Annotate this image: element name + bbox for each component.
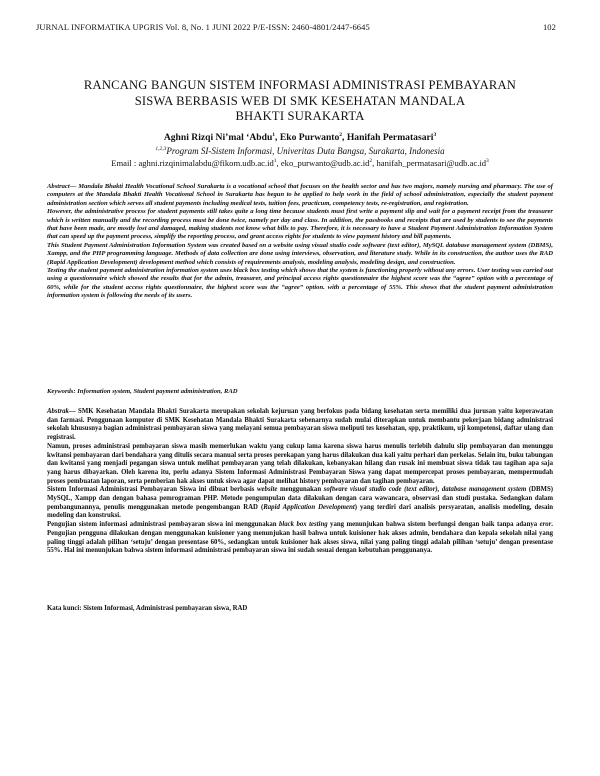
abstract-paragraph-4: Testing the student payment administration information system uses black box testing which shows that the system is functioning properly without any errors. User testing was carried out using a questionnaire which showed the results that for the admin, treasurer, and principal access rights questionnaire the highest score was the “agree” option with a percentage of 60%, while for the student access rights questionnaire, the highest score was the “agree” option. with a percentage of 55%. This shows that the student payment administration information system is following the needs of its users. <box>47 267 553 300</box>
email-1-mark: 1 <box>273 158 277 165</box>
abstrak-label: Abstrak <box>47 408 69 415</box>
title-line-1: RANCANG BANGUN SISTEM INFORMASI ADMINISTRASI PEMBAYARAN <box>83 78 517 92</box>
running-header <box>36 22 556 32</box>
abstrak-p4-e: . Pengujian pengguna dilakukan dengan menggunakan kuisioner yang menunjukan hasil bahwa untuk kuisioner hak akses admin, bendahara dan kepala sekolah nilai yang paling tinggi adalah pilihan ‘setuju’ dengan presentase 60%, sedangkan untuk kuisioner hak akses siswa, nilai yang paling tinggi adalah pilihan ‘setuju’ dengan presentase 55%. Hal ini menunjukan bahwa sistem informasi administrasi pembayaran siswa ini sudah sesuai dengan kebutuhan penggunanya. <box>47 521 553 555</box>
abstrak-p3-a: Sistem Informasi Administrasi Pembayaran Siswa ini dibuat berbasis <box>47 486 257 494</box>
abstrak-paragraph-4 <box>47 521 553 556</box>
abstrak-paragraph-1 <box>47 408 553 443</box>
abstrak-p4-c: yang menunjukan bahwa sistem berfungsi dengan baik tanpa adanya <box>327 521 540 529</box>
abstract-paragraph-2: However, the administrative process for student payments still takes quite a long time because students must first write a payment slip and wait for a payment receipt from the treasurer which is written manually and the recording process must be done twice, namely per day and class. In addition, the passbooks and receipts that are used by students to see the payments that have been made, are mostly lost and damaged, making students not know what bills to pay. Therefore, it is necessary to have a Student Payment Administration Information System that can speed up the payment process, simplify the reporting process, and grant access rights for students to view payment history and bill payments. <box>47 208 553 241</box>
paper-title <box>40 78 560 125</box>
abstrak-p4-d: eror <box>539 521 552 529</box>
abstrak-p4-b: black box testing <box>278 521 328 529</box>
email-line <box>40 158 560 168</box>
email-3-mark: 3 <box>486 158 489 165</box>
abstrak-p3-f: Rapid Application Development <box>263 503 355 511</box>
email-3: , hanifah_permatasari@udb.ac.id <box>372 158 487 168</box>
abstrak-p3-c: menggunakan <box>277 486 324 494</box>
author-2-mark: 2 <box>339 132 343 138</box>
email-2-mark: 2 <box>369 158 373 165</box>
keywords-english: Keywords: Information system, Student payment administration, RAD <box>47 388 238 395</box>
page-number: 102 <box>542 22 556 32</box>
keywords-indonesian: Kata kunci: Sistem Informasi, Administrasi pembayaran siswa, RAD <box>47 605 248 612</box>
abstract-paragraph-1: Abstract— Mandala Bhakti Health Vocational School Surakarta is a vocational school that focuses on the health sector and has two majors, namely nursing and pharmacy. The use of computers at the Mandala Bhakti Health Vocational School in Surakarta has begun to be applied to help work in the field of school administration, especially the student payment administration section which serves all student payments including medical tests, tuition fees, practicum, competency tests, re-registration, and registration. <box>47 183 553 207</box>
abstrak-p3-g: ) yang terdiri dari analisis persyaratan, analisis modeling, desain modeling dan konstruksi. <box>47 503 554 520</box>
abstrak-paragraph-2: Namun, proses administrasi pembayaran siswa masih memerlukan waktu yang cukup lama karena siswa harus menulis terlebih dahulu slip pembayaran dan menunggu kwitansi pembayaran dari bendahara yang ditulis secara manual serta proses perekapan yang harus dilakukan dua kali yaitu perhari dan perkelas. Selain itu, buku tabungan dan kwitansi yang menjadi pegangan siswa untuk melihat pembayaran yang telah dilakukan, kebanyakan hilang dan rusak ini membuat siswa tidak tau tagihan apa saja yang harus dibayarkan. Oleh karena itu, perlu adanya Sistem Informasi Administrasi Pembayaran Siswa yang dapat mempercepat proses pembayaran, mempermudah proses pembuatan laporan, serta pemberian hak akses untuk siswa agar dapat melihat history pembayaran dan tagihan pembayaran. <box>47 442 553 485</box>
abstrak-p4-a: Pengujian sistem informasi administrasi pembayaran siswa ini menggunakan <box>47 521 279 529</box>
abstrak-indonesian <box>47 408 553 556</box>
email-2: , eko_purwanto@udb.ac.id <box>276 158 370 168</box>
journal-citation: JURNAL INFORMATIKA UPGRIS Vol. 8, No. 1 JUNI 2022 P/E-ISSN: 2460-4801/2447-6645 <box>36 22 370 32</box>
abstract-english <box>47 183 553 301</box>
author-3: , Hanifah Permatasari <box>342 132 434 144</box>
author-1: Aghni Rizqi Ni’mal ‘Abdu <box>163 132 273 144</box>
affiliation <box>40 146 560 156</box>
author-list <box>40 132 560 143</box>
abstrak-paragraph-1-text: — SMK Kesehatan Mandala Bhakti Surakarta merupakan sekolah kejuruan yang berfokus pada bidang kesehatan serta memiliki dua jurusan yaitu keperawatan dan farmasi. Penggunaan komputer di SMK Kesehatan Mandala Bhakti Surakarta sebenarnya sudah mulai diterapkan untuk membantu pekerjaan bidang administrasi sekolah khususnya bagian administrasi pembayaran siswa yang melayani semua pembayaran siswa meliputi tes kesehatan, spp, praktikum, uji kompetensi, daftar ulang dan registrasi. <box>47 408 553 442</box>
author-3-mark: 3 <box>433 132 437 138</box>
author-2: , Eko Purwanto <box>275 132 340 144</box>
abstrak-p3-e: (DBMS) MySQL, Xampp dan dengan bahasa pemrograman PHP. Metode pengumpulan data dilakukan dengan cara wawancara, observasi dan studi pustaka. Sedangkan dalam pembangunannya, penulis menggunakan metode pengembangan RAD ( <box>47 486 553 511</box>
affiliation-text: Program SI-Sistem Informasi, Univeritas Duta Bangsa, Surakarta, Indonesia <box>166 146 445 156</box>
title-line-2: SISWA BERBASIS WEB DI SMK KESEHATAN MANDALA <box>134 93 466 108</box>
email-label: Email : <box>111 158 139 168</box>
author-1-mark: 1 <box>272 132 276 138</box>
abstrak-p3-d: software visual studio code (text editor), database management system <box>323 486 527 494</box>
title-line-3: BHAKTI SURAKARTA <box>235 109 365 123</box>
email-1: aghni.rizqinimalabdu@fikom.udb.ac.id <box>138 158 274 168</box>
affiliation-mark: 1,2,3 <box>155 146 167 152</box>
abstrak-paragraph-3 <box>47 486 553 521</box>
abstrak-p3-b: website <box>257 486 278 494</box>
abstract-paragraph-3: This Student Payment Administration Information System was created based on a website using visual studio code software (text editor), MySQL database management system (DBMS), Xampp, and the PHP programming language. Methods of data collection are done using interviews, observation, and literature study. While in its construction, the author uses the RAD (Rapid Application Development) development method which consists of requirements analysis, modeling analysis, modeling design, and construction. <box>47 241 553 266</box>
